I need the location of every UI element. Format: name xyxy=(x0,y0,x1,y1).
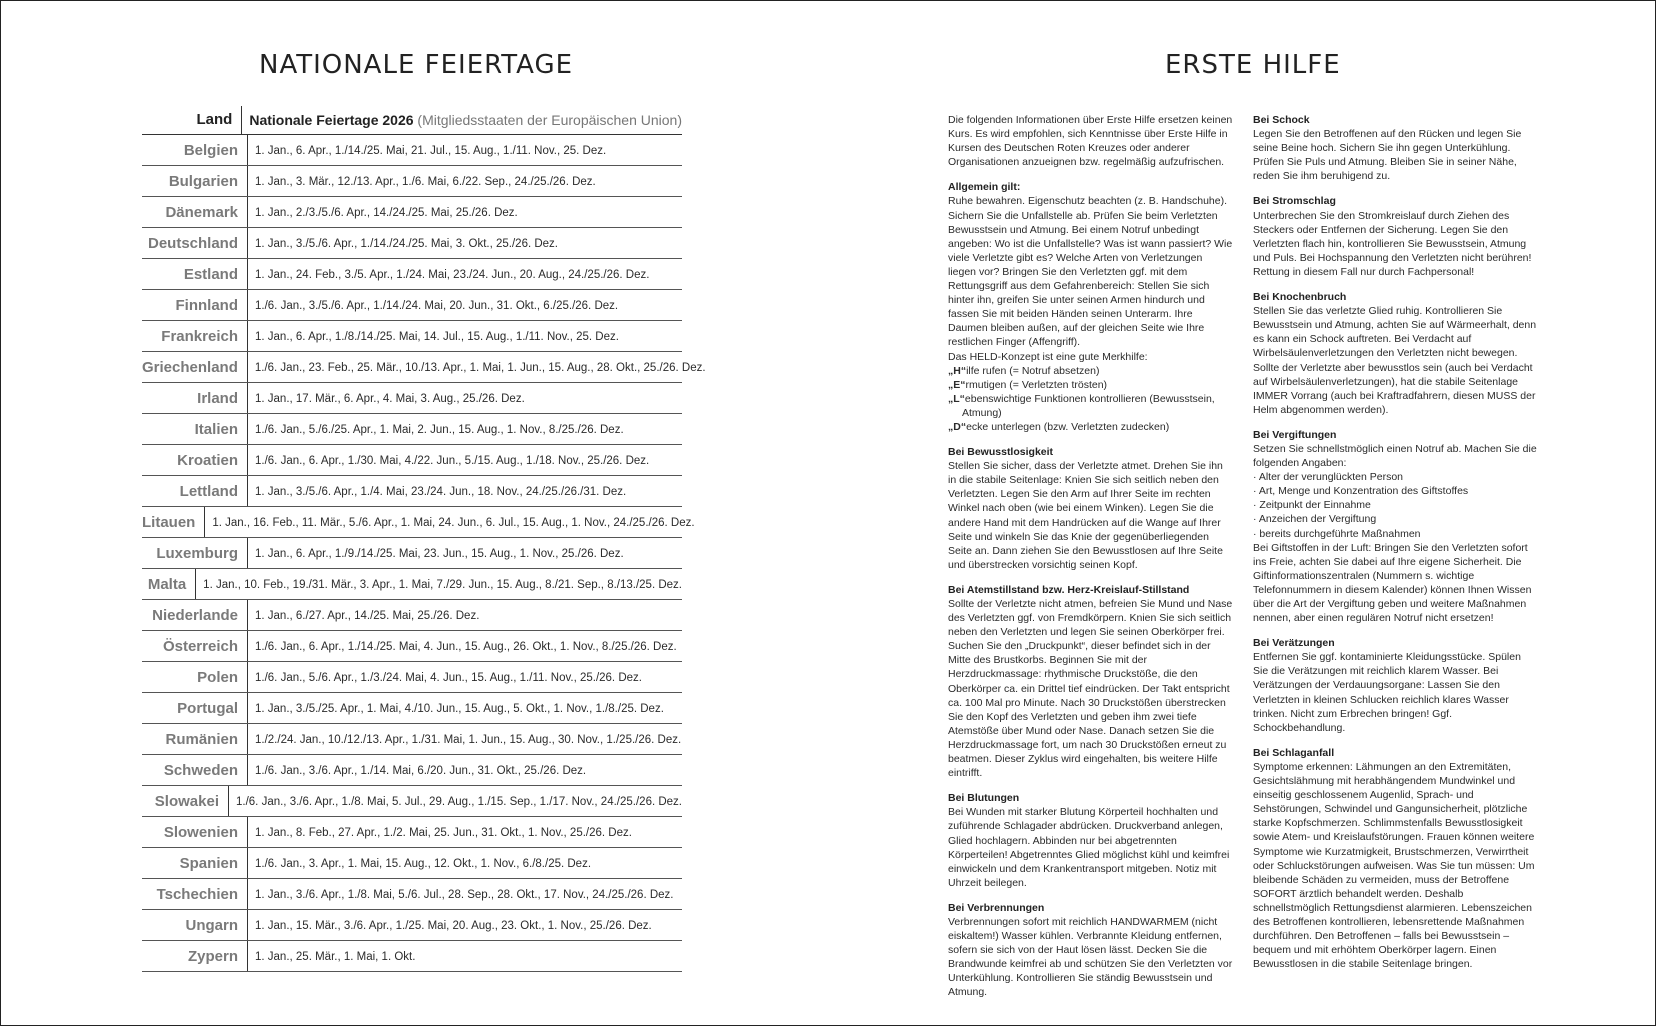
country-cell: Kroatien xyxy=(142,445,248,475)
section-title: Bei Vergiftungen xyxy=(1253,428,1337,441)
section-text: Entfernen Sie ggf. kontaminierte Kleidungsstücke. Spülen Sie die Verätzungen mit reichlich klarem Wasser. Bei Verätzungen der Verdauungsorgane: Lassen Sie den Verletzten in kleinen Schlucken reichlich klares Wasser trinken. Nicht zum Erbrechen bringen! Ggf. Schockbehandlung. xyxy=(1253,651,1521,734)
country-cell: Tschechien xyxy=(142,879,248,909)
table-row xyxy=(142,197,682,228)
table-row xyxy=(142,476,682,507)
first-aid-title: ERSTE HILFE xyxy=(1165,50,1341,80)
table-body xyxy=(142,135,706,972)
table-header xyxy=(142,106,682,135)
country-cell: Polen xyxy=(142,662,248,692)
section-text: Bei Wunden mit starker Blutung Körperteil hochhalten und zuführende Schlagader abdrücken. Druckverband anlegen, Glied hochlagern. Abbinden nur bei abgetrennten Körperteilen! Abgetrenntes Glied möglichst kühl und keimfrei einwickeln und dem Krankentransport mitgeben. Notiz mit Uhrzeit beilegen. xyxy=(948,806,1230,889)
section-text: Ruhe bewahren. Eigenschutz beachten (z. B. Handschuhe). Sichern Sie die Unfallstelle ab. Prüfen Sie beim Verletzten Bewusstsein und Atmung. Bei einem Notruf unbedingt angeben: Wo ist die Unfallstelle? Was ist wann passiert? Wie viele Verletzte gibt es? Welche Arten von Verletzungen liegen vor? Bringen Sie den Verletzten ggf. mit dem Rettungsgriff aus dem Gefahrenbereich: Stellen Sie sich hinter ihn, greifen Sie unter seinen Armen hindurch und fassen Sie mit beiden Händen seinen Unterarm. Ihre Daumen bleiben außen, auf der gleichen Seite wie Ihre restlichen Finger (Affengriff). xyxy=(948,195,1233,349)
table-row xyxy=(142,166,682,197)
table-row xyxy=(142,879,682,910)
table-row xyxy=(142,383,682,414)
list-item xyxy=(948,364,1233,378)
section-title: Bei Bewusstlosigkeit xyxy=(948,446,1054,459)
table-row xyxy=(142,693,682,724)
holiday-dates-cell: 1./6. Jan., 5./6./25. Apr., 1. Mai, 2. Jun., 15. Aug., 1. Nov., 8./25./26. Dez. xyxy=(255,424,624,436)
country-cell: Litauen xyxy=(142,507,205,537)
section-stromschlag xyxy=(1253,194,1538,279)
list-item: · Zeitpunkt der Einnahme xyxy=(1253,499,1371,512)
holiday-dates-cell: 1. Jan., 6. Apr., 1./14./25. Mai, 21. Jul., 15. Aug., 1./11. Nov., 25. Dez. xyxy=(255,145,607,157)
country-cell: Luxemburg xyxy=(142,538,248,568)
country-cell: Rumänien xyxy=(142,724,248,754)
country-cell: Ungarn xyxy=(142,910,248,940)
held-key: „E“ xyxy=(948,378,966,391)
country-cell: Dänemark xyxy=(142,197,248,227)
country-cell: Slowakei xyxy=(142,786,229,816)
section-text: Symptome erkennen: Lähmungen an den Extremitäten, Gesichtslähmung mit herabhängendem Mundwinkel und einseitig geschlossenem Augenlid, Sprach- und Sehstörungen, Schwindel und Gangunsicherheit, plötzliche starke Kopfschmerzen. Schlimmstenfalls Bewusstlosigkeit sowie Atem- und Kreislaufstörungen. Frauen können weitere Symptome wie Kurzatmigkeit, Brustschmerzen, Verwirrtheit oder Schluckstörungen aufweisen. Was Sie tun müssen: Um bleibende Schäden zu vermeiden, muss der Betroffene SOFORT ärztlich behandelt werden. Deshalb schnellstmöglich Rettungsdienst alarmieren. Lebenszeichen des Betroffenen kontrollieren, lebensrettende Maßnahmen durchführen. Den Betroffenen – falls bei Bewusstsein – bequem und mit erhöhtem Oberkörper lagern. Einen Bewusstlosen in die stabile Seitenlage bringen. xyxy=(1253,760,1535,971)
holiday-dates-cell: 1. Jan., 15. Mär., 3./6. Apr., 1./25. Mai, 20. Aug., 23. Okt., 1. Nov., 25./26. Dez. xyxy=(255,920,652,932)
intro-text: Die folgenden Informationen über Erste Hilfe ersetzen keinen Kurs. Es wird empfohlen, sich Kenntnisse über Erste Hilfe in Kursen des Deutschen Roten Kreuzes oder anderer Organisationen anzueignen bzw. regelmäßig aufzufrischen. xyxy=(948,114,1233,169)
section-title: Bei Stromschlag xyxy=(1253,195,1336,208)
held-list xyxy=(948,364,1233,434)
holiday-dates-cell: 1. Jan., 10. Feb., 19./31. Mär., 3. Apr., 1. Mai, 7./29. Jun., 15. Aug., 8./21. Sep., 8./13./25. Dez. xyxy=(203,579,682,591)
holiday-dates-cell: 1. Jan., 3./6. Apr., 1./8. Mai, 5./6. Jul., 28. Sep., 28. Okt., 17. Nov., 24./25./26. Dez. xyxy=(255,889,674,901)
country-cell: Irland xyxy=(142,383,248,413)
country-cell: Niederlande xyxy=(142,600,248,630)
table-row xyxy=(142,569,682,600)
country-cell: Belgien xyxy=(142,135,248,165)
holiday-dates-cell: 1./6. Jan., 6. Apr., 1./14./25. Mai, 4. Jun., 15. Aug., 26. Okt., 1. Nov., 8./25./26. Dez. xyxy=(255,641,677,653)
country-cell: Spanien xyxy=(142,848,248,878)
intro-section xyxy=(948,113,1233,169)
held-key: „H“ xyxy=(948,364,967,377)
section-title: Bei Knochenbruch xyxy=(1253,291,1347,304)
holiday-dates-cell: 1. Jan., 8. Feb., 27. Apr., 1./2. Mai, 25. Jun., 31. Okt., 1. Nov., 25./26. Dez. xyxy=(255,827,632,839)
list-item xyxy=(948,392,1233,406)
country-cell: Italien xyxy=(142,414,248,444)
table-row xyxy=(142,135,682,166)
header-dates xyxy=(242,106,682,134)
header-dates-note: (Mitgliedsstaaten der Europäischen Union) xyxy=(417,112,682,128)
list-item: · bereits durchgeführte Maßnahmen xyxy=(1253,527,1421,540)
holiday-dates-cell: 1. Jan., 3./5./6. Apr., 1./14./24./25. Mai, 3. Okt., 25./26. Dez. xyxy=(255,238,559,250)
holiday-dates-cell: 1. Jan., 6./27. Apr., 14./25. Mai, 25./26. Dez. xyxy=(255,610,480,622)
held-text: ilfe rufen (= Notruf absetzen) xyxy=(966,364,1100,377)
section-verbrennungen xyxy=(948,901,1233,1000)
section-bewusstlosigkeit xyxy=(948,445,1233,572)
section-text: Stellen Sie sicher, dass der Verletzte atmet. Drehen Sie ihn in die stabile Seitenlage: Knien Sie sich seitlich neben den Verletzten. Legen Sie den Arm auf Ihrer Seite im rechten Winkel nach oben (wie bei einem Winken). Legen Sie die andere Hand mit dem Handrücken auf die Wange auf Ihrer Seite und winkeln Sie das Knie der gegenüberliegenden Seite an. Dann ziehen Sie den Bewusstlosen auf Ihre Seite und überstrecken vorsichtig seinen Kopf. xyxy=(948,460,1223,571)
section-title: Bei Schlaganfall xyxy=(1253,746,1335,759)
table-row xyxy=(142,290,682,321)
table-row xyxy=(142,414,682,445)
table-row xyxy=(142,352,706,383)
country-cell: Griechenland xyxy=(142,352,248,382)
table-row xyxy=(142,817,682,848)
country-cell: Estland xyxy=(142,259,248,289)
holiday-dates-cell: 1. Jan., 25. Mär., 1. Mai, 1. Okt. xyxy=(255,951,416,963)
section-schlaganfall xyxy=(1253,746,1538,972)
holiday-dates-cell: 1. Jan., 6. Apr., 1./8./14./25. Mai, 14. Jul., 15. Aug., 1./11. Nov., 25. Dez. xyxy=(255,331,619,343)
country-cell: Finnland xyxy=(142,290,248,320)
section-text: Legen Sie den Betroffenen auf den Rücken und legen Sie seine Beine hoch. Sichern Sie ihn gegen Unterkühlung. Prüfen Sie Puls und Atmung. Bleiben Sie in seiner Nähe, reden Sie ihm beruhigend zu. xyxy=(1253,128,1522,183)
first-aid-column-right xyxy=(1253,113,1538,982)
table-row xyxy=(142,786,682,817)
list-item xyxy=(948,378,1233,392)
holiday-dates-cell: 1. Jan., 17. Mär., 6. Apr., 4. Mai, 3. Aug., 25./26. Dez. xyxy=(255,393,525,405)
list-item xyxy=(948,420,1233,434)
holiday-dates-cell: 1./6. Jan., 3./6. Apr., 1./14. Mai, 6./20. Jun., 31. Okt., 25./26. Dez. xyxy=(255,765,587,777)
section-text: Unterbrechen Sie den Stromkreislauf durch Ziehen des Steckers oder Entfernen der Sicherung. Legen Sie den Verletzten flach hin, kontrollieren Sie Bewusstsein, Atmung und Puls. Bei Hochspannung den Verletzten nicht berühren! Rettung in diesem Fall nur durch Fachpersonal! xyxy=(1253,209,1532,278)
held-key: „D“ xyxy=(948,420,967,433)
holiday-dates-cell: 1. Jan., 24. Feb., 3./5. Apr., 1./24. Mai, 23./24. Jun., 20. Aug., 24./25./26. Dez. xyxy=(255,269,650,281)
table-row xyxy=(142,445,682,476)
holiday-dates-cell: 1./6. Jan., 3./6. Apr., 1./8. Mai, 5. Jul., 29. Aug., 1./15. Sep., 1./17. Nov., 24./25./26. Dez. xyxy=(236,796,682,808)
section-schock xyxy=(1253,113,1538,183)
table-row xyxy=(142,662,682,693)
holiday-dates-cell: 1. Jan., 16. Feb., 11. Mär., 5./6. Apr., 1. Mai, 24. Jun., 6. Jul., 15. Aug., 1. Nov., 24./25./26. Dez. xyxy=(212,517,695,529)
section-intro: Setzen Sie schnellstmöglich einen Notruf ab. Machen Sie die folgenden Angaben: xyxy=(1253,442,1537,470)
holiday-dates-cell: 1. Jan., 3. Mär., 12./13. Apr., 1./6. Mai, 6./22. Sep., 24./25./26. Dez. xyxy=(255,176,596,188)
header-land: Land xyxy=(142,106,242,134)
country-cell: Zypern xyxy=(142,941,248,971)
list-item-continuation: Atmung) xyxy=(962,406,1002,419)
holiday-dates-cell: 1./6. Jan., 23. Feb., 25. Mär., 10./13. Apr., 1. Mai, 1. Jun., 15. Aug., 28. Okt., 25./26. Dez. xyxy=(254,362,706,374)
country-cell: Deutschland xyxy=(142,228,248,258)
country-cell: Frankreich xyxy=(142,321,248,351)
table-row xyxy=(142,910,682,941)
country-cell: Bulgarien xyxy=(142,166,248,196)
held-text: ebenswichtige Funktionen kontrollieren (Bewusstsein, xyxy=(964,392,1215,405)
section-text: Verbrennungen sofort mit reichlich HANDWARMEM (nicht eiskaltem!) Wasser kühlen. Verbrannte Kleidung entfernen, sofern sie sich von der Haut lösen lässt. Decken Sie die Brandwunde keimfrei ab und schützen Sie den Verletzten vor Unterkühlung. Kontrollieren Sie ständig Bewusstsein und Atmung. xyxy=(948,915,1233,999)
section-title: Bei Atemstillstand bzw. Herz-Kreislauf-Stillstand xyxy=(948,583,1190,596)
holiday-dates-cell: 1./6. Jan., 5./6. Apr., 1./3./24. Mai, 4. Jun., 15. Aug., 1./11. Nov., 25./26. Dez. xyxy=(255,672,642,684)
section-title: Bei Schock xyxy=(1253,114,1310,126)
header-dates-title: Nationale Feiertage 2026 xyxy=(249,112,414,128)
holiday-dates-cell: 1./6. Jan., 3./5./6. Apr., 1./14./24. Mai, 20. Jun., 31. Okt., 6./25./26. Dez. xyxy=(255,300,619,312)
holiday-dates-cell: 1./6. Jan., 3. Apr., 1. Mai, 15. Aug., 12. Okt., 1. Nov., 6./8./25. Dez. xyxy=(255,858,592,870)
section-title: Allgemein gilt: xyxy=(948,181,1021,194)
table-row xyxy=(142,228,682,259)
holiday-dates-cell: 1. Jan., 2./3./5./6. Apr., 14./24./25. Mai, 25./26. Dez. xyxy=(255,207,518,219)
table-row xyxy=(142,321,682,352)
country-cell: Österreich xyxy=(142,631,248,661)
country-cell: Malta xyxy=(142,569,196,599)
holidays-table xyxy=(142,106,706,972)
section-vergiftungen xyxy=(1253,428,1538,625)
held-key: „L“ xyxy=(948,392,965,405)
holiday-dates-cell: 1. Jan., 3./5./6. Apr., 1./4. Mai, 23./24. Jun., 18. Nov., 24./25./26./31. Dez. xyxy=(255,486,627,498)
holiday-dates-cell: 1. Jan., 6. Apr., 1./9./14./25. Mai, 23. Jun., 15. Aug., 1. Nov., 25./26. Dez. xyxy=(255,548,624,560)
section-allgemein xyxy=(948,180,1233,434)
table-row xyxy=(142,600,682,631)
table-row xyxy=(142,631,682,662)
held-text: rmutigen (= Verletzten trösten) xyxy=(965,378,1108,391)
section-knochenbruch xyxy=(1253,290,1538,417)
section-blutungen xyxy=(948,791,1233,890)
country-cell: Slowenien xyxy=(142,817,248,847)
section-text: Bei Giftstoffen in der Luft: Bringen Sie den Verletzten sofort ins Freie, achten Sie dabei auf Ihre eigene Sicherheit. Die Giftinformationszentralen (Nummern s. wichtige Telefonnummern in diesem Kalender) können Ihnen Wissen über die Art der Vergiftung geben und weitere Maßnahmen nennen, aber einen regulären Notruf nicht ersetzen! xyxy=(1253,541,1532,625)
held-text: ecke unterlegen (bzw. Verletzten zudecken) xyxy=(966,420,1170,433)
table-row xyxy=(142,848,682,879)
table-row xyxy=(142,941,682,972)
section-title: Bei Verbrennungen xyxy=(948,901,1045,914)
table-row xyxy=(142,724,682,755)
country-cell: Schweden xyxy=(142,755,248,785)
holiday-dates-cell: 1./2./24. Jan., 10./12./13. Apr., 1./31. Mai, 1. Jun., 15. Aug., 30. Nov., 1./25./26. Dez. xyxy=(255,734,682,746)
first-aid-column-left xyxy=(948,113,1233,1011)
holiday-dates-cell: 1./6. Jan., 6. Apr., 1./30. Mai, 4./22. Jun., 5./15. Aug., 1./18. Nov., 25./26. Dez. xyxy=(255,455,650,467)
section-atemstillstand xyxy=(948,583,1233,780)
held-intro: Das HELD-Konzept ist eine gute Merkhilfe: xyxy=(948,350,1148,363)
section-text: Stellen Sie das verletzte Glied ruhig. Kontrollieren Sie Bewusstsein und Atmung, achten Sie auf Wärmeerhalt, denn es kann ein Schock auftreten. Bei Verdacht auf Wirbelsäulenverletzungen den Verletzten nicht bewegen. Sollte der Verletzte aber bewusstlos sein (auch bei Verdacht auf Wirbelsäulenverletzungen), hat die stabile Seitenlage IMMER Vorrang (auch bei Kraftradfahrern, diesen MUSS der Helm abgenommen werden). xyxy=(1253,305,1537,416)
country-cell: Portugal xyxy=(142,693,248,723)
section-veraetzungen xyxy=(1253,636,1538,735)
country-cell: Lettland xyxy=(142,476,248,506)
holiday-dates-cell: 1. Jan., 3./5./25. Apr., 1. Mai, 4./10. Jun., 15. Aug., 5. Okt., 1. Nov., 1./8./25. Dez. xyxy=(255,703,664,715)
table-row xyxy=(142,538,682,569)
list-item: · Anzeichen der Vergiftung xyxy=(1253,513,1377,526)
section-title: Bei Verätzungen xyxy=(1253,637,1335,650)
section-title: Bei Blutungen xyxy=(948,792,1020,805)
table-row xyxy=(142,259,682,290)
table-row xyxy=(142,755,682,786)
table-row xyxy=(142,507,695,538)
section-text: Sollte der Verletzte nicht atmen, befreien Sie Mund und Nase des Verletzten ggf. von Fremdkörpern. Knien Sie sich seitlich neben den Verletzten und legen Sie seinen Oberkörper frei. Suchen Sie den „Druckpunkt“, dieser befindet sich in der Mitte des Brustkorbs. Beginnen Sie mit der Herzdruckmassage: rhythmische Druckstöße, die den Oberkörper ca. ein Drittel tief eindrücken. Der Takt entspricht ca. 100 Mal pro Minute. Nach 30 Druckstößen überstrecken Sie den Kopf des Verletzten und geben ihm zwei tiefe Atemstöße über Mund oder Nase. Danach setzen Sie die Herzdruckmassage fort, um nach 30 Druckstößen erneut zu beatmen. Dieser Zyklus wird eingehalten, bis weitere Hilfe eintrifft. xyxy=(948,598,1233,780)
holidays-title: NATIONALE FEIERTAGE xyxy=(259,50,574,80)
list-item: · Art, Menge und Konzentration des Giftstoffes xyxy=(1253,485,1469,498)
list-item: · Alter der verunglückten Person xyxy=(1253,471,1403,484)
